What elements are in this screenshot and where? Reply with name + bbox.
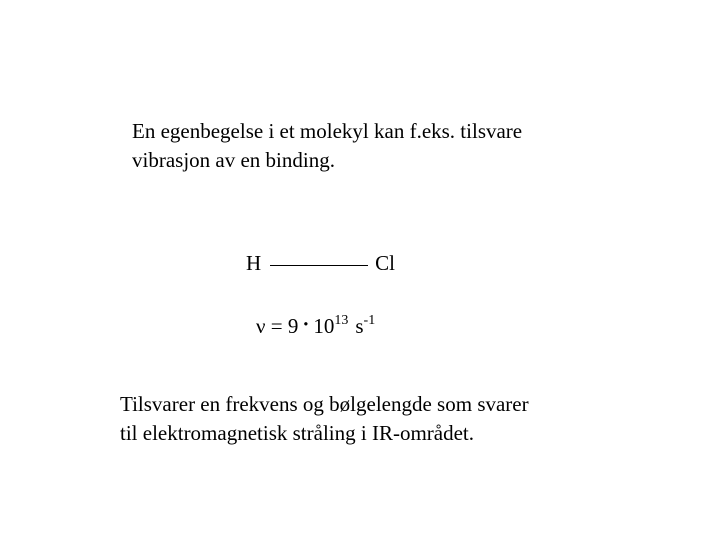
- formula-exponent: 13: [334, 313, 349, 328]
- atom-chlorine: Cl: [375, 251, 396, 275]
- formula-base: 10: [313, 314, 335, 338]
- conclusion-line-2: til elektromagnetisk stråling i IR-området.: [120, 421, 474, 445]
- formula-unit-exponent: -1: [363, 313, 376, 328]
- frequency-formula: [256, 312, 375, 341]
- intro-line-2: vibrasjon av en binding.: [132, 148, 335, 172]
- hcl-molecule-diagram: [246, 249, 395, 278]
- atom-hydrogen: H: [246, 251, 262, 275]
- multiply-dot: ·: [302, 312, 310, 336]
- intro-line-1: En egenbegelse i et molekyl kan f.eks. tilsvare: [132, 119, 523, 143]
- bond-line: [270, 265, 368, 266]
- formula-unit: s: [355, 314, 364, 338]
- conclusion-line-1: Tilsvarer en frekvens og bølgelengde som svarer: [120, 392, 529, 416]
- conclusion-text: [120, 390, 529, 448]
- intro-text: [132, 117, 522, 175]
- formula-lhs: ν = 9: [256, 314, 299, 338]
